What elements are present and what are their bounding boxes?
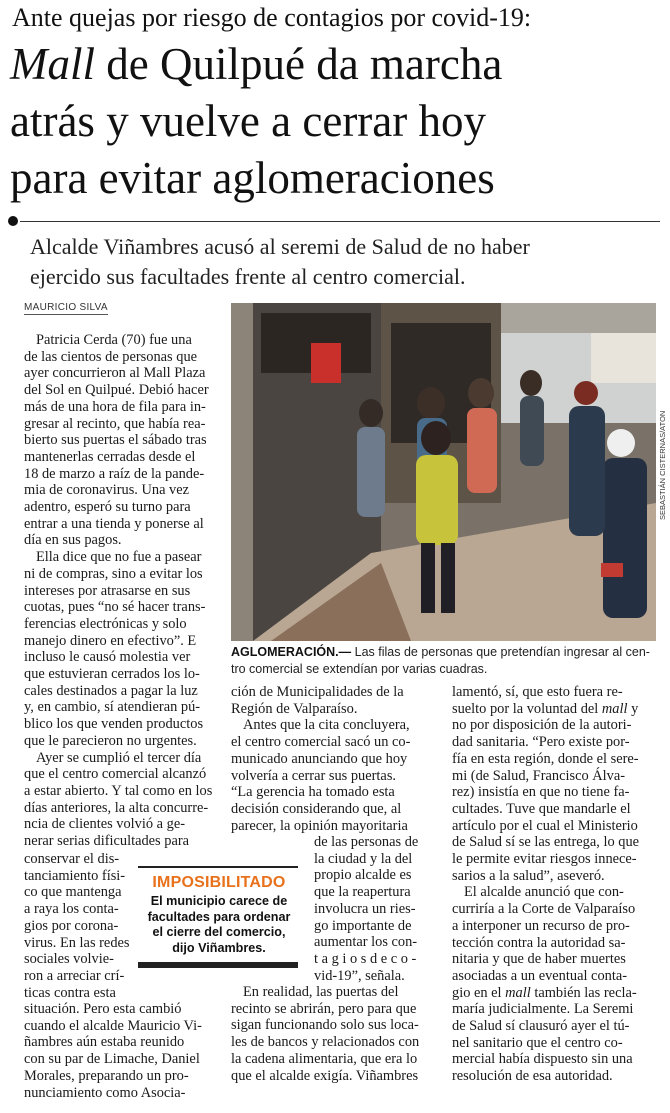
text-line: tanciamiento físi- [24,867,126,884]
text-line: municado anunciando que hoy [231,750,408,767]
text-line: asociadas a un eventual conta- [452,967,628,984]
text-line: rez) insistía en que no tiene fa- [452,784,630,801]
text-line: que el centro comercial alcanzó [24,766,207,783]
byline: MAURICIO SILVA [24,302,108,313]
text-line: ni de compras, sino a evitar los [24,565,203,582]
headline-line-1-rest: de Quilpué da marcha [95,39,503,89]
deck [30,232,650,292]
text-line: resolución de esa autoridad. [452,1068,613,1085]
text-line: cultades. Tuve que mandarle el [452,800,631,817]
text-line: día en sus pagos. [24,532,122,549]
text-line: blico los que venden productos [24,716,204,733]
text-line: En realidad, las puertas del [243,984,399,1000]
text-line: bierto sus puertas el sábado tras [24,432,207,449]
column-1-narrow [24,851,134,1001]
italic-word: mall [505,984,531,1001]
text-line: nitaria y que de haber muertes [452,951,626,968]
headline-line-1 [10,36,660,93]
text-line: lamentó, sí, que esto fuera re- [452,684,623,700]
text-line: de Salud sí clausuró ayer el tú- [452,1018,630,1035]
text-line: Morales, preparando un pro- [24,1067,189,1084]
column-1-top [24,332,224,850]
text-line: maría judicialmente. La Seremi [452,1001,634,1018]
text-line: volvería a cerrar sus puertas. [231,767,397,784]
column-3 [452,684,662,1085]
text-line: ayer concurrieron al Mall Plaza [24,365,206,382]
photo-credit: SEBASTIÁN CISTERNAS/ATON [658,410,667,520]
text-line: de las cientos de personas que [24,348,198,365]
text-span: suelto por la voluntad del [452,700,599,717]
pull-quote-line: facultades para ordenar [147,909,291,924]
caption-label: AGLOMERACIÓN.— [231,645,352,659]
text-line: mercial había dispuesto sin una [452,1051,633,1068]
text-line: ñambres aún estaba reunido [24,1034,185,1051]
pull-quote-line: El municipio carece de [150,894,288,908]
text-line: a raya los conta- [24,901,119,918]
text-line: vid-19”, señala. [314,967,405,984]
deck-line: ejercido sus facultades frente al centro comercial. [30,264,466,289]
caption-line: tro comercial se extendían por varias cuadras. [231,662,488,676]
text-line: les de bancos y relacionados con [231,1034,420,1051]
text-line: de Salud sí se las entrega, lo que [452,834,640,851]
text-line: mi (de Salud, Francisco Álva- [452,767,626,784]
text-line: ncia de clientes volvió a ge- [24,816,186,833]
text-line: la ciudad y la del [314,850,413,867]
text-line: sociales volvie- [24,951,114,968]
text-line: Antes que la cita concluyera, [243,717,410,734]
text-line: el centro comercial sacó un co- [231,734,411,751]
text-line: co que mantenga [24,884,122,901]
text-line: le permite evitar riesgos innece- [452,851,637,868]
text-line: intereses por atrasarse en sus [24,582,191,599]
text-line: fía en esta región, donde el sere- [452,750,639,767]
text-line: no por disposición de la autori- [452,717,632,734]
text-line: ción de Municipalidades de la [231,684,404,700]
pull-quote-bottom-rule [138,962,298,968]
text-line: adentro, esperó su turno para [24,499,191,516]
deck-line: Alcalde Viñambres acusó al seremi de Salud de no haber [30,234,530,259]
text-line: recinto se abrirán, pero para que [231,1000,417,1017]
text-line: t a g i o s d e c o - [314,950,417,967]
text-line: Región de Valparaíso. [231,700,358,717]
text-line: mia de coronavirus. Una vez [24,482,190,499]
text-line: a interponer un recurso de pro- [452,917,630,934]
photo-caption [231,644,661,678]
pull-quote-text [138,894,300,956]
pull-quote-line: el cierre del comercio, [152,925,286,939]
text-line: Patricia Cerda (70) fue una [36,332,192,348]
text-line: 18 de marzo a raíz de la pande- [24,465,205,482]
column-1-bottom [24,1001,224,1101]
text-line: ticas contra esta [24,984,116,1001]
italic-word: mall [601,700,628,717]
text-line: nunciamiento como Asocia- [24,1084,186,1101]
pull-quote-title: IMPOSIBILITADO [152,874,286,891]
news-photo [231,303,656,641]
text-line: que el alcalde exigía. Viñambres [231,1067,419,1084]
text-line: entrar a una tienda y ponerse al [24,515,204,532]
text-line: involucra un ries- [314,900,416,917]
text-line: aumentar los con- [314,934,418,951]
crowd-photo-illustration [231,303,656,641]
text-line: y, en cambio, sí atendieran pú- [24,699,201,716]
headline-line-3: para evitar aglomeraciones [10,153,495,203]
headline-divider [20,221,660,222]
text-line: sarios a la salud”, aseveró. [452,867,605,884]
column-2-narrow [314,834,439,984]
pull-quote-top-rule [138,866,298,868]
headline-line-2: atrás y vuelve a cerrar hoy [10,96,486,146]
text-line: del Sol en Quilpué. Debió hacer [24,382,209,399]
text-line [452,701,662,718]
headline [10,36,660,207]
text-line: cuotas, pues “no sé hacer trans- [24,599,206,616]
text-line: que le parecieron no urgentes. [24,732,197,749]
bullet-dot [8,216,18,226]
text-line: ron a arreciar crí- [24,967,125,984]
pull-quote [138,866,300,968]
text-line: manejo dinero en efectivo”. E [24,632,197,649]
text-line: que la reapertura [314,884,411,901]
text-line: curriría a la Corte de Valparaíso [452,901,636,918]
text-line: que estuvieran cerrados los lo- [24,666,200,683]
text-line: dad sanitaria. “Pero existe por- [452,734,630,751]
column-3-block-a [452,717,662,984]
text-line: propio alcalde es [314,867,412,884]
text-line: sigan funcionando solo sus loca- [231,1017,419,1034]
text-line: go importante de [314,917,412,934]
caption-text: Las filas de personas que pretendían ingresar al cen- [351,645,650,659]
text-line: incluso le causó molestia ver [24,649,191,666]
column-2-top [231,684,441,834]
column-2-bottom [231,984,441,1084]
text-line: días anteriores, la alta concurre- [24,799,209,816]
text-line: nel sanitario que el centro co- [452,1034,623,1051]
text-line: Ayer se cumplió el tercer día [36,749,202,766]
text-line: con su par de Limache, Daniel [24,1051,200,1068]
text-line: más de una hora de fila para in- [24,398,206,415]
text-line: tección contra la autoridad sa- [452,934,626,951]
text-line: cales destinados a pagar la luz [24,682,198,699]
text-line: de las personas de [314,834,419,850]
text-line [452,985,662,1002]
column-3-block-b [452,1001,662,1085]
text-line: artículo por el cual el Ministerio [452,817,638,834]
text-line: gios por corona- [24,917,119,934]
text-line: decisión considerando que, al [231,800,402,817]
text-line: El alcalde anunció que con- [464,884,624,901]
text-span: también las recla- [530,984,637,1001]
text-line: parecer, la opinión mayoritaria [231,817,408,834]
text-line: la cadena alimentaria, que era lo [231,1050,418,1067]
kicker: Ante quejas por riesgo de contagios por covid-19: [12,3,532,32]
text-line: gresar al recinto, que había rea- [24,415,206,432]
text-line: “La gerencia ha tomado esta [231,784,395,801]
caption-line [231,644,661,661]
text-line: Ella dice que no fue a pasear [36,549,202,566]
text-line: a estar abierto. Y tal como en los [24,782,213,799]
text-line: cuando el alcalde Mauricio Vi- [24,1017,202,1034]
text-line: situación. Pero esta cambió [24,1001,182,1017]
headline-italic-word: Mall [10,39,95,89]
pull-quote-line: dijo Viñambres. [172,940,266,955]
text-span: y [627,700,639,717]
text-line: conservar el dis- [24,851,120,867]
text-line: virus. En las redes [24,934,130,951]
text-line: mantenerlas cerradas desde el [24,448,196,465]
text-line: nerar serias dificultades para [24,833,190,850]
text-line: ferencias electrónicas y solo [24,615,187,632]
text-span: gio en el [452,984,506,1001]
